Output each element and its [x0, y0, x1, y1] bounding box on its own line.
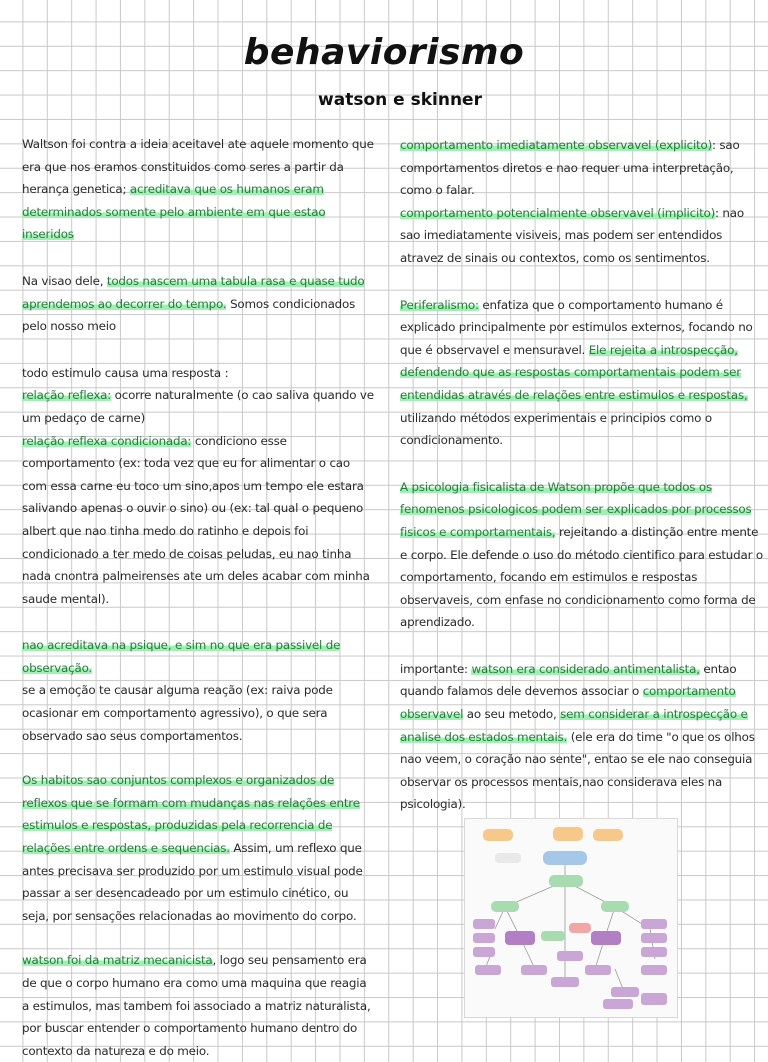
mind-map-node: [551, 977, 579, 987]
mind-map-node: [549, 875, 583, 887]
paragraph: [22, 384, 376, 429]
mind-map-node: [473, 947, 495, 957]
mind-map-image: [464, 818, 678, 1018]
highlighted-text: relação reflexa condicionada:: [22, 433, 192, 448]
text-run: Somos condicionados pelo nosso meio: [22, 296, 356, 334]
text-run: condiciono esse comportamento (ex: toda vez que eu for alimentar o cao com essa carne eu toco um sino,apos um tempo ele estara salivando apenas o ouvir o sino) ou (ex: tal qual o pequeno albert que nao tinha medo do ratinho e depois foi condicionado a ter medo de coisas peludas, eu nao tinha nada cnontra palmeirenses ate um deles acabar com minha saude mental).: [22, 433, 370, 606]
text-run: ao seu metodo,: [463, 707, 561, 722]
highlighted-text: nao acreditava na psique, e sim no que era passivel de observação.: [22, 638, 341, 675]
mind-map-node: [495, 853, 521, 863]
paragraph: [400, 294, 764, 452]
mind-map-node: [603, 999, 633, 1009]
mind-map-node: [593, 829, 623, 841]
text-run: (ele era do time "o que os olhos nao veem, o coração nao sente", entao se ele nao conseguia observar os processos mentais,nao considerava eles na psicologia).: [400, 729, 755, 812]
mind-map-node: [541, 931, 565, 941]
highlighted-text: Ele rejeita a introspecção, defendendo que as respostas comportamentais podem ser entendidas através de relações entre estimulos e respostas,: [400, 342, 748, 402]
mind-map-node: [601, 901, 629, 912]
highlighted-text: acreditava que os humanos eram determinados somente pelo ambiente em que estao inseridos: [22, 182, 326, 242]
highlighted-text: sem considerar a introspecção e analise dos estados mentais.: [400, 707, 748, 744]
text-run: rejeitando a distinção entre mente e corpo. Ele defende o uso do método cientifico para estudar o comportamento, focando em estimulos e respostas observaveis, com enfase no condicionamento como forma de aprendizado.: [400, 524, 763, 630]
mind-map-diagram: [465, 819, 677, 1017]
text-run: ocorre naturalmente (o cao saliva quando ve um pedaço de carne): [22, 388, 374, 425]
paragraph: [400, 658, 764, 816]
paragraph: todo estimulo causa uma resposta :: [22, 365, 229, 380]
paragraph: [22, 270, 376, 338]
paragraph: [22, 634, 376, 679]
text-run: : nao sao imediatamente visiveis, mas podem ser entendidos atravez de sinais ou contextos, como os sentimentos.: [400, 205, 744, 265]
mind-map-node: [569, 923, 591, 933]
text-run: importante:: [400, 661, 472, 676]
text-run: entao quando falamos dele devemos associar o: [400, 661, 737, 699]
mind-map-node: [521, 965, 547, 975]
mind-map-node: [491, 901, 519, 912]
text-run: utilizando métodos experimentais e principios como o condicionamento.: [400, 410, 712, 448]
mind-map-node: [473, 919, 495, 929]
highlighted-text: todos nascem uma tabula rasa e quase tudo aprendemos ao decorrer do tempo.: [22, 273, 365, 311]
mind-map-node: [475, 965, 501, 975]
highlighted-text: comportamento imediatamente observavel (explicito): [400, 138, 713, 152]
text-run: , logo seu pensamento era de que o corpo humano era como uma maquina que reagia a estimulos, mas tambem foi associado a matriz naturalista, por buscar entender o comportamento humano dentro do contexto da natureza e do meio.: [22, 953, 371, 1058]
mind-map-node: [641, 919, 667, 929]
paragraph: [22, 769, 376, 927]
mind-map-node: [641, 933, 667, 943]
mind-map-node: [543, 851, 587, 865]
highlighted-text: Os habitos sao conjuntos complexos e organizados de reflexos que se formam com mudanças nas relações entre estimulos e respostas, produzidas pela recorrencia de relações entre ordens e sequencias.: [22, 773, 360, 856]
text-run: : sao comportamentos diretos e nao requer uma interpretação, como o falar.: [400, 138, 740, 198]
paragraph: [22, 430, 376, 611]
paragraph: [22, 949, 376, 1062]
text-run: Na visao dele,: [22, 273, 107, 288]
mind-map-node: [641, 993, 667, 1005]
mind-map-node: [505, 931, 535, 945]
highlighted-text: A psicologia fisicalista de Watson propõe que todos os fenomenos psicologicos podem ser explicados por processos fisicos e comportamentais,: [400, 479, 752, 539]
highlighted-text: comportamento observavel: [400, 684, 736, 722]
text-run: enfatiza que o comportamento humano é explicado principalmente por estimulos externos, focando no que é observavel e mensuravel.: [400, 297, 753, 357]
right-column: [400, 134, 764, 816]
text-run: Assim, um reflexo que antes precisava ser produzido por um estimulo visual pode passar a ser desencadeado por um estimulo cinético, ou seja, por sensações relacionadas ao movimento do corpo.: [22, 841, 363, 923]
text-run: Waltson foi contra a ideia aceitavel ate aquele momento que era que nos eramos constituidos como seres a partir da herança genetica;: [22, 137, 374, 197]
mind-map-node: [641, 965, 667, 975]
mind-map-node: [611, 987, 639, 997]
page-subtitle: watson e skinner: [318, 90, 482, 110]
mind-map-node: [641, 947, 667, 957]
mind-map-node: [557, 951, 583, 961]
paragraph: [400, 202, 764, 270]
paragraph: [400, 476, 764, 634]
paragraph: [22, 133, 376, 246]
highlighted-text: watson foi da matriz mecanicista: [22, 953, 213, 968]
left-column: [22, 133, 376, 1062]
page-title: behaviorismo: [243, 32, 525, 73]
highlighted-text: comportamento potencialmente observavel (implicito): [400, 205, 716, 220]
highlighted-text: Periferalismo:: [400, 297, 479, 312]
mind-map-node: [483, 829, 513, 841]
mind-map-node: [473, 933, 495, 943]
highlighted-text: watson era considerado antimentalista,: [471, 661, 700, 676]
mind-map-node: [553, 827, 583, 841]
mind-map-node: [591, 931, 621, 945]
highlighted-text: relação reflexa:: [22, 388, 112, 403]
paragraph: se a emoção te causar alguma reação (ex: raiva pode ocasionar em comportamento agressivo), o que sera observado sao seus comportamentos.: [22, 683, 333, 743]
paragraph: [400, 134, 764, 202]
mind-map-node: [585, 965, 611, 975]
